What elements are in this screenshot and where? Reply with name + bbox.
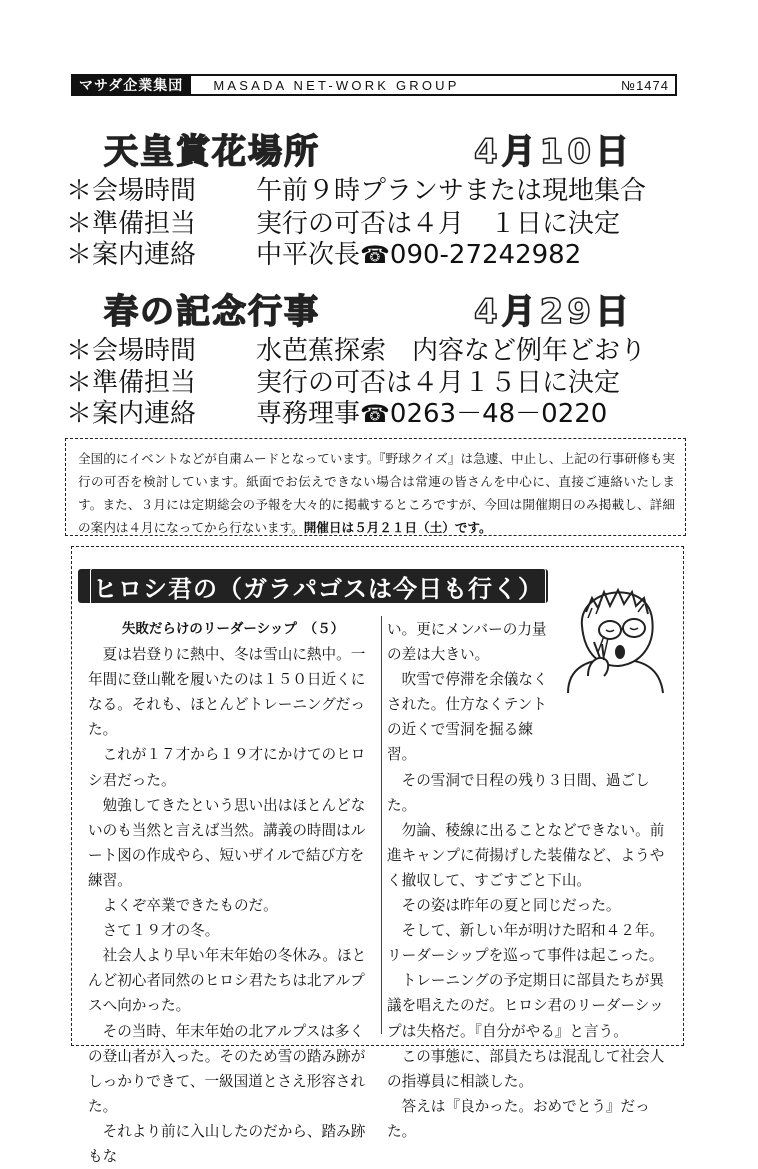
- paragraph: そして、新しい年が明けた昭和４２年。リーダーシップを巡って事件は起こった。: [387, 922, 664, 965]
- row-label: ＊案内連絡: [66, 240, 197, 270]
- column-banner: [78, 569, 548, 603]
- event-title: 春の記念行事: [104, 292, 320, 332]
- row-label: ＊会場時間: [66, 336, 197, 366]
- paragraph: 夏は岩登りに熱中、冬は雪山に熱中。一年間に登山靴を履いたのは１５０日近くになる。それも、ほとんどトレーニングだった。: [88, 646, 366, 739]
- paragraph: これが１７才から１９才にかけてのヒロシ君だった。: [88, 746, 366, 789]
- event-row: [66, 362, 686, 396]
- masthead: [71, 74, 677, 96]
- column-left: [88, 617, 378, 1169]
- contact-name: 中平次長: [256, 240, 361, 270]
- row-label: ＊準備担当: [66, 209, 197, 239]
- column-divider: [381, 616, 382, 1034]
- paragraph: 勿論、稜線に出ることなどできない。前進キャンプに荷揚げした装備など、ようやく撤収して、すごすごと下山。: [387, 821, 665, 889]
- masthead-org-name-en: MASADA NET-WORK GROUP: [213, 77, 460, 93]
- paragraph: い。更にメンバーの力量の差は大きい。: [387, 621, 547, 664]
- telephone-icon: ☎: [360, 400, 390, 428]
- row-value: 実行の可否は４月１５日に決定: [256, 368, 621, 398]
- paragraph: その雪洞で日程の残り３日間、過ごした。: [387, 771, 650, 814]
- event-row: [66, 330, 686, 364]
- row-label: ＊会場時間: [66, 176, 197, 206]
- event-row: [66, 203, 686, 237]
- paragraph: よくぞ卒業できたものだ。: [102, 897, 278, 915]
- event-row: [66, 170, 686, 204]
- paragraph: トレーニングの予定期日に部員たちが異議を唱えたのだ。ヒロシ君のリーダーシップは失格だ。『自分がやる』と言う。: [387, 972, 664, 1040]
- telephone-icon: ☎: [360, 241, 390, 269]
- column-banner-text: ヒロシ君の（ガラパゴスは今日も行く）: [90, 568, 546, 605]
- contact-name: 専務理事: [256, 399, 361, 429]
- notice-date-bold: 開催日は５月２１日（土）です。: [303, 520, 492, 535]
- row-label: ＊準備担当: [66, 368, 197, 398]
- row-value: 午前９時プランサまたは現地集合: [256, 176, 647, 206]
- notice-box: [65, 438, 686, 536]
- issue-number: №1474: [621, 77, 669, 93]
- phone-number: 0263－48－0220: [389, 399, 608, 429]
- paragraph: 吹雪で停滞を余儀なくされた。仕方なくテントの近くで雪洞を掘る練習。: [387, 671, 548, 764]
- event-date: 4月29日: [474, 292, 633, 332]
- row-value: [256, 393, 607, 430]
- column-right: [387, 617, 677, 1144]
- masthead-org-name-ja: マサダ企業集団: [73, 76, 191, 94]
- paragraph: この事態に、部員たちは混乱して社会人の指導員に相談した。: [387, 1047, 665, 1090]
- paragraph: 勉強してきたという思い出はほとんどないのも当然と言えば当然。講義の時間はルート図の作成やら、短いザイルで結び方を練習。: [88, 796, 366, 889]
- paragraph: その当時、年末年始の北アルプスは多くの登山者が入った。そのため雪の踏み跡がしっかりできて、一級国道とさえ形容された。: [88, 1022, 366, 1115]
- event-row: [66, 234, 686, 268]
- event-date: 4月10日: [474, 132, 633, 172]
- paragraph: 答えは『良かった。おめでとう』だった。: [387, 1097, 650, 1140]
- phone-number: 090-27242982: [389, 240, 582, 270]
- paragraph: 社会人より早い年末年始の冬休み。ほとんど初心者同然のヒロシ君たちは北アルプスへ向かった。: [88, 947, 367, 1015]
- event-row: [66, 393, 686, 427]
- row-value: [256, 234, 581, 271]
- paragraph: さて１９才の冬。: [102, 922, 220, 940]
- paragraph: それより前に入山したのだから、踏み跡もな: [88, 1122, 366, 1165]
- row-value: 実行の可否は４月 １日に決定: [256, 209, 621, 239]
- event-title: 天皇賞花場所: [104, 132, 320, 172]
- column-subtitle: 失敗だらけのリーダーシップ （５）: [121, 621, 345, 637]
- row-value: 水芭蕉探索 内容など例年どおり: [256, 336, 647, 366]
- row-label: ＊案内連絡: [66, 399, 197, 429]
- notice-text: 全国的にイベントなどが自粛ムードとなっています。『野球クイズ』は急遽、中止し、上記の行事研修も実行の可否を検討しています。紙面でお伝えできない場合は常連の皆さんを中心に、直接ご連絡いたします。また、３月には定期総会の予報を大々的に掲載するところですが、今回は開催期日のみ掲載し、詳細の案内は４月になってから行ないます。: [78, 451, 675, 535]
- paragraph: その姿は昨年の夏と同じだった。: [401, 897, 621, 915]
